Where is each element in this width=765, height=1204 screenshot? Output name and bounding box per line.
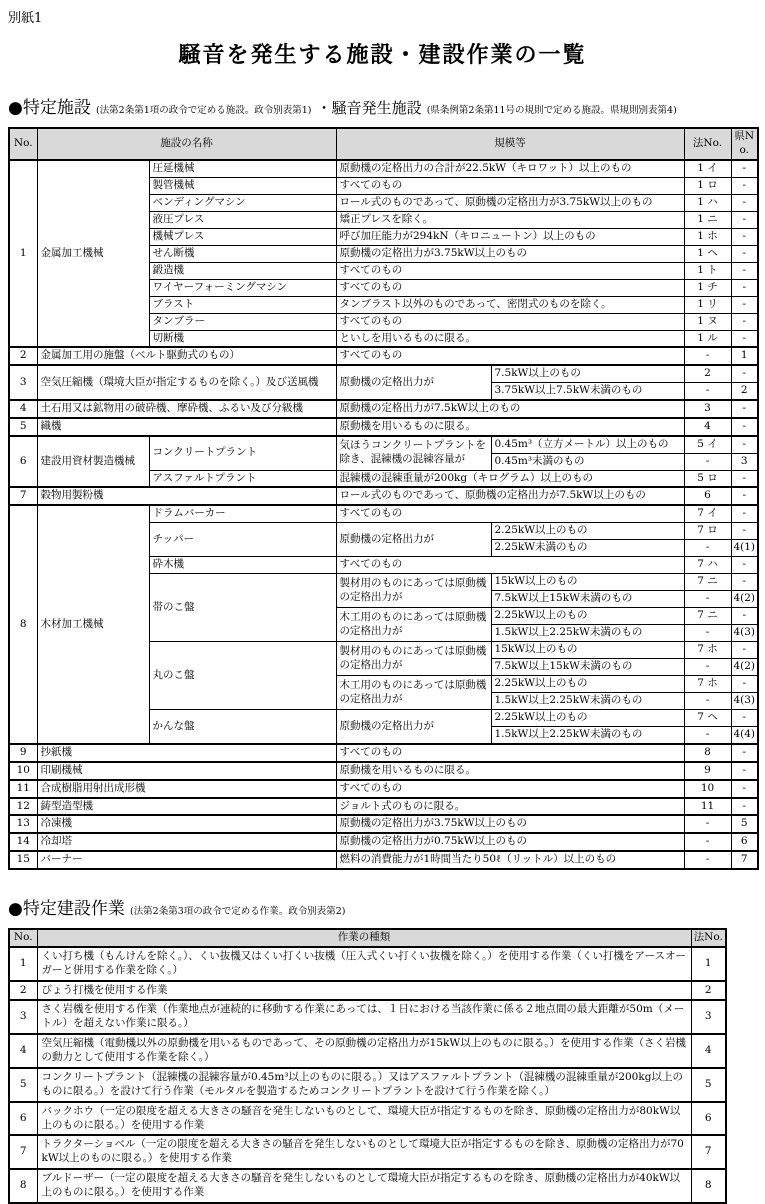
cell-condition: 2.25kW未満のもの	[491, 540, 684, 557]
cell-scale: 原動機を用いるものに限る。	[336, 418, 684, 436]
cell-pref: -	[731, 762, 758, 780]
cell-scale: 原動機の定格出力が0.75kW以上のもの	[336, 833, 684, 851]
cell-facility: ベンディングマシン	[149, 194, 336, 211]
cell-facility: 空気圧縮機（環境大臣が指定するものを除く。）及び送風機	[37, 365, 336, 400]
cell-law: -	[684, 591, 731, 608]
cell-no: 2	[9, 981, 37, 1001]
cell-law: 7 ホ	[684, 642, 731, 659]
cell-no: 11	[9, 780, 37, 798]
table-row	[9, 347, 758, 365]
cell-pref: -	[731, 245, 758, 262]
cell-scale: すべてのもの	[336, 744, 684, 762]
table-row	[9, 365, 758, 382]
construction-work-table	[8, 928, 727, 1204]
cell-condition: 2.25kW以上のもの	[491, 523, 684, 540]
cell-no: 7	[9, 1135, 37, 1169]
cell-work-type: バックホウ（一定の限度を超える大きさの騒音を発生しないものとして、環境大臣が指定するものを除き、原動機の定格出力が80kW以上のものに限る。）を使用する作業	[37, 1102, 691, 1136]
cell-scale-left: 気ほうコンクリートプラントを除き、混練機の混練容量が	[336, 436, 491, 470]
cell-scale-left: 原動機の定格出力が	[336, 365, 491, 400]
header-no: No.	[9, 929, 37, 947]
cell-condition: 2.25kW以上のもの	[491, 608, 684, 625]
table-row	[9, 744, 758, 762]
cell-scale: 混練機の混練重量が200kg（キログラム）以上のもの	[336, 470, 684, 487]
cell-law: -	[684, 727, 731, 744]
cell-law: 6	[684, 487, 731, 505]
cell-pref: -	[731, 487, 758, 505]
table-row	[9, 160, 758, 177]
cell-law: 7 ヘ	[684, 710, 731, 727]
table-row	[9, 947, 726, 981]
cell-facility: ブラスト	[149, 296, 336, 313]
table-row	[9, 1102, 726, 1136]
cell-law: 1 イ	[684, 160, 731, 177]
cell-pref: 4(3)	[731, 625, 758, 642]
cell-work-type: コンクリートプラント（混練機の混練容量が0.45m³以上のものに限る。）又はアスファルトプラント（混練機の混練重量が200kg以上のものに限る。）を設けて行う作業（モルタルを製造するためコンクリートプラントを設けて行う作業を除く。）	[37, 1068, 691, 1102]
cell-no: 14	[9, 833, 37, 851]
cell-pref: -	[731, 279, 758, 296]
cell-no: 3	[9, 1000, 37, 1034]
cell-scale-left: 木工用のものにあっては原動機の定格出力が	[336, 676, 491, 710]
cell-facility: ワイヤーフォーミングマシン	[149, 279, 336, 296]
cell-category: 木材加工機械	[37, 505, 149, 744]
table-row	[9, 1135, 726, 1169]
table-header-row	[9, 128, 758, 160]
cell-condition: 1.5kW以上2.25kW未満のもの	[491, 727, 684, 744]
cell-condition: 0.45m³（立方メートル）以上のもの	[491, 436, 684, 453]
cell-scale: すべてのもの	[336, 505, 684, 522]
cell-condition: 7.5kW以上のもの	[491, 365, 684, 382]
cell-facility: 液圧プレス	[149, 211, 336, 228]
cell-no: 13	[9, 815, 37, 833]
cell-no: 5	[9, 1068, 37, 1102]
cell-scale: 原動機を用いるものに限る。	[336, 762, 684, 780]
cell-pref: -	[731, 400, 758, 418]
cell-pref: -	[731, 608, 758, 625]
cell-condition: 15kW以上のもの	[491, 574, 684, 591]
table-row	[9, 436, 758, 453]
cell-facility: 穀物用製粉機	[37, 487, 336, 505]
cell-facility: 鍛造機	[149, 262, 336, 279]
cell-law: 1 ト	[684, 262, 731, 279]
cell-law: 1 ロ	[684, 177, 731, 194]
cell-pref: 5	[731, 815, 758, 833]
cell-scale-left: 木工用のものにあっては原動機の定格出力が	[336, 608, 491, 642]
cell-condition: 7.5kW以上15kW未満のもの	[491, 659, 684, 676]
cell-facility: 切断機	[149, 330, 336, 347]
header-facility-name: 施設の名称	[37, 128, 336, 160]
table-header-row	[9, 929, 726, 947]
cell-facility: 砕木機	[149, 557, 336, 574]
cell-law: 1 リ	[684, 296, 731, 313]
cell-facility: ドラムバーカー	[149, 505, 336, 522]
header-work-type: 作業の種類	[37, 929, 691, 947]
cell-pref: -	[731, 744, 758, 762]
cell-pref: -	[731, 470, 758, 487]
heading-specified-construction-note: (法第2条第3項の政令で定める作業。政令別表第2)	[129, 906, 346, 918]
cell-condition: 2.25kW以上のもの	[491, 676, 684, 693]
cell-scale-left: 原動機の定格出力が	[336, 523, 491, 557]
cell-no: 4	[9, 400, 37, 418]
cell-scale: 矯正プレスを除く。	[336, 211, 684, 228]
cell-pref: -	[731, 365, 758, 382]
cell-no: 10	[9, 762, 37, 780]
cell-scale: 呼び加圧能力が294kN（キロニュートン）以上のもの	[336, 228, 684, 245]
cell-law: 6	[691, 1102, 726, 1136]
cell-no: 4	[9, 1034, 37, 1068]
cell-facility: 合成樹脂用射出成形機	[37, 780, 336, 798]
cell-law: 7 ニ	[684, 608, 731, 625]
cell-pref: 4(2)	[731, 659, 758, 676]
cell-pref: -	[731, 177, 758, 194]
cell-law: -	[684, 693, 731, 710]
cell-scale: 原動機の定格出力が3.75kW以上のもの	[336, 815, 684, 833]
cell-pref: -	[731, 798, 758, 816]
cell-no: 15	[9, 851, 37, 869]
header-pref-no: 県No.	[731, 128, 758, 160]
table-row	[9, 833, 758, 851]
cell-scale-left: 製材用のものにあっては原動機の定格出力が	[336, 642, 491, 676]
cell-scale: 燃料の消費能力が1時間当たり50ℓ（リットル）以上のもの	[336, 851, 684, 869]
cell-pref: -	[731, 676, 758, 693]
heading-specified-facilities: ●特定施設	[8, 98, 91, 118]
cell-law: 1 ヌ	[684, 313, 731, 330]
cell-facility: せん断機	[149, 245, 336, 262]
cell-facility: 印刷機械	[37, 762, 336, 780]
cell-law: 2	[684, 365, 731, 382]
cell-condition: 2.25kW以上のもの	[491, 710, 684, 727]
table-row	[9, 981, 726, 1001]
cell-law: 9	[684, 762, 731, 780]
cell-scale: 原動機の定格出力が7.5kW以上のもの	[336, 400, 684, 418]
cell-no: 12	[9, 798, 37, 816]
cell-scale: すべてのもの	[336, 347, 684, 365]
cell-law: 1 ヘ	[684, 245, 731, 262]
cell-facility: 丸のこ盤	[149, 642, 336, 710]
cell-law: 1	[691, 947, 726, 981]
cell-scale: 原動機の定格出力の合計が22.5kW（キロワット）以上のもの	[336, 160, 684, 177]
cell-condition: 1.5kW以上2.25kW未満のもの	[491, 625, 684, 642]
cell-scale: すべてのもの	[336, 557, 684, 574]
cell-pref: -	[731, 228, 758, 245]
cell-pref: 4(2)	[731, 591, 758, 608]
cell-work-type: トラクターショベル（一定の限度を超える大きさの騒音を発生しないものとして環境大臣が指定するものを除き、原動機の定格出力が70kW以上のものに限る。）を使用する作業	[37, 1135, 691, 1169]
cell-scale: タンブラスト以外のものであって、密閉式のものを除く。	[336, 296, 684, 313]
table-row	[9, 815, 758, 833]
cell-category: 建設用資材製造機械	[37, 436, 149, 488]
heading-noise-facilities-note: (県条例第2条第11号の規則で定める施設。県規則別表第4)	[426, 105, 677, 116]
cell-law: 5	[691, 1068, 726, 1102]
cell-scale: すべてのもの	[336, 279, 684, 296]
cell-law: 1 ニ	[684, 211, 731, 228]
cell-pref: -	[731, 710, 758, 727]
cell-scale: すべてのもの	[336, 313, 684, 330]
section-heading-facilities	[8, 93, 757, 118]
cell-pref: -	[731, 194, 758, 211]
table-row	[9, 487, 758, 505]
header-law-no: 法No.	[684, 128, 731, 160]
header-scale: 規模等	[336, 128, 684, 160]
cell-pref: -	[731, 557, 758, 574]
cell-law: 2	[691, 981, 726, 1001]
cell-law: 7 ニ	[684, 574, 731, 591]
header-no: No.	[9, 128, 37, 160]
cell-facility: 製管機械	[149, 177, 336, 194]
cell-pref: -	[731, 418, 758, 436]
cell-facility: タンブラー	[149, 313, 336, 330]
cell-law: 5 ロ	[684, 470, 731, 487]
cell-no: 8	[9, 505, 37, 744]
cell-law: 1 チ	[684, 279, 731, 296]
cell-pref: 2	[731, 383, 758, 400]
cell-no: 1	[9, 947, 37, 981]
cell-no: 9	[9, 744, 37, 762]
table-row	[9, 851, 758, 869]
section-heading-construction	[8, 894, 757, 919]
cell-law: 7 ハ	[684, 557, 731, 574]
cell-law: 1 ホ	[684, 228, 731, 245]
cell-law: 7 イ	[684, 505, 731, 522]
cell-facility: 圧延機械	[149, 160, 336, 177]
cell-pref: 4(3)	[731, 693, 758, 710]
cell-law: -	[684, 659, 731, 676]
table-row	[9, 400, 758, 418]
table-row	[9, 1034, 726, 1068]
cell-category: 金属加工機械	[37, 160, 149, 348]
table-row	[9, 780, 758, 798]
cell-law: 1 ル	[684, 330, 731, 347]
table-row	[9, 1068, 726, 1102]
cell-no: 5	[9, 418, 37, 436]
cell-law: 8	[684, 744, 731, 762]
table-row	[9, 798, 758, 816]
cell-facility: 帯のこ盤	[149, 574, 336, 642]
heading-noise-facilities: ・騒音発生施設	[316, 99, 422, 117]
cell-facility: 織機	[37, 418, 336, 436]
cell-facility: 土石用又は鉱物用の破砕機、摩砕機、ふるい及び分級機	[37, 400, 336, 418]
cell-pref: -	[731, 523, 758, 540]
cell-law: -	[684, 851, 731, 869]
cell-law: 7 ホ	[684, 676, 731, 693]
cell-no: 2	[9, 347, 37, 365]
cell-scale: ジョルト式のものに限る。	[336, 798, 684, 816]
table-row	[9, 418, 758, 436]
cell-law: -	[684, 383, 731, 400]
cell-pref: 6	[731, 833, 758, 851]
cell-work-type: びょう打機を使用する作業	[37, 981, 691, 1001]
cell-pref: 4(4)	[731, 727, 758, 744]
cell-law: 3	[684, 400, 731, 418]
cell-pref: -	[731, 436, 758, 453]
cell-pref: -	[731, 505, 758, 522]
cell-scale: 原動機の定格出力が3.75kW以上のもの	[336, 245, 684, 262]
cell-pref: -	[731, 330, 758, 347]
cell-pref: -	[731, 313, 758, 330]
cell-law: 10	[684, 780, 731, 798]
cell-law: -	[684, 833, 731, 851]
cell-law: -	[684, 540, 731, 557]
cell-pref: 7	[731, 851, 758, 869]
table-row	[9, 505, 758, 522]
facilities-table	[8, 127, 759, 870]
cell-facility: アスファルトプラント	[149, 470, 336, 487]
cell-law: 4	[684, 418, 731, 436]
cell-law: 4	[691, 1034, 726, 1068]
cell-pref: 4(1)	[731, 540, 758, 557]
cell-law: 5 イ	[684, 436, 731, 453]
cell-facility: 機械プレス	[149, 228, 336, 245]
cell-facility: 冷却塔	[37, 833, 336, 851]
cell-law: 3	[691, 1000, 726, 1034]
cell-pref: -	[731, 642, 758, 659]
cell-facility: チッパー	[149, 523, 336, 557]
cell-pref: 1	[731, 347, 758, 365]
cell-law: 11	[684, 798, 731, 816]
cell-scale: ロール式のものであって、原動機の定格出力が3.75kW以上のもの	[336, 194, 684, 211]
cell-facility: バーナー	[37, 851, 336, 869]
cell-condition: 0.45m³未満のもの	[491, 453, 684, 470]
cell-pref: 3	[731, 453, 758, 470]
attachment-label: 別紙1	[8, 11, 43, 26]
cell-law: 7 ロ	[684, 523, 731, 540]
cell-no: 6	[9, 1102, 37, 1136]
heading-specified-construction: ●特定建設作業	[8, 899, 125, 920]
page-title: 騒音を発生する施設・建設作業の一覧	[178, 43, 587, 68]
cell-facility: 抄紙機	[37, 744, 336, 762]
cell-pref: -	[731, 262, 758, 279]
header-law-no: 法No.	[691, 929, 726, 947]
cell-pref: -	[731, 160, 758, 177]
cell-condition: 1.5kW以上2.25kW未満のもの	[491, 693, 684, 710]
cell-no: 1	[9, 160, 37, 348]
cell-law: 7	[691, 1135, 726, 1169]
table-row	[9, 762, 758, 780]
cell-no: 3	[9, 365, 37, 400]
cell-law: -	[684, 347, 731, 365]
cell-scale: といしを用いるものに限る。	[336, 330, 684, 347]
cell-no: 8	[9, 1169, 37, 1203]
cell-scale-left: 原動機の定格出力が	[336, 710, 491, 744]
cell-condition: 7.5kW以上15kW未満のもの	[491, 591, 684, 608]
cell-condition: 3.75kW以上7.5kW未満のもの	[491, 383, 684, 400]
cell-scale: ロール式のものであって、原動機の定格出力が7.5kW以上のもの	[336, 487, 684, 505]
cell-facility: 冷凍機	[37, 815, 336, 833]
cell-work-type: ブルドーザー（一定の限度を超える大きさの騒音を発生しないものとして環境大臣が指定するものを除き、原動機の定格出力が40kW以上のものに限る。）を使用する作業	[37, 1169, 691, 1203]
cell-facility: 鋳型造型機	[37, 798, 336, 816]
cell-facility: コンクリートプラント	[149, 436, 336, 470]
cell-law: 1 ハ	[684, 194, 731, 211]
table-row	[9, 1169, 726, 1203]
cell-no: 6	[9, 436, 37, 488]
cell-work-type: くい打ち機（もんけんを除く。）、くい抜機又はくい打くい抜機（圧入式くい打くい抜機を除く。）を使用する作業（くい打機をアースオーガーと併用する作業を除く。）	[37, 947, 691, 981]
cell-facility: かんな盤	[149, 710, 336, 744]
cell-condition: 15kW以上のもの	[491, 642, 684, 659]
cell-law: 8	[691, 1169, 726, 1203]
table-row	[9, 1000, 726, 1034]
cell-pref: -	[731, 211, 758, 228]
cell-pref: -	[731, 574, 758, 591]
cell-pref: -	[731, 296, 758, 313]
cell-facility: 金属加工用の施盤（ベルト駆動式のもの）	[37, 347, 336, 365]
cell-pref: -	[731, 780, 758, 798]
heading-specified-facilities-note: (法第2条第1項の政令で定める施設。政令別表第1)	[95, 105, 312, 116]
cell-law: -	[684, 815, 731, 833]
cell-scale-left: 製材用のものにあっては原動機の定格出力が	[336, 574, 491, 608]
cell-law: -	[684, 625, 731, 642]
cell-scale: すべてのもの	[336, 177, 684, 194]
cell-scale: すべてのもの	[336, 780, 684, 798]
cell-work-type: さく岩機を使用する作業（作業地点が連続的に移動する作業にあっては、１日における当該作業に係る２地点間の最大距離が50m（メートル）を超えない作業に限る。）	[37, 1000, 691, 1034]
cell-work-type: 空気圧縮機（電動機以外の原動機を用いるものであって、その原動機の定格出力が15kW以上のものに限る。）を使用する作業（さく岩機の動力として使用する作業を除く。）	[37, 1034, 691, 1068]
cell-no: 7	[9, 487, 37, 505]
cell-scale: すべてのもの	[336, 262, 684, 279]
cell-law: -	[684, 453, 731, 470]
